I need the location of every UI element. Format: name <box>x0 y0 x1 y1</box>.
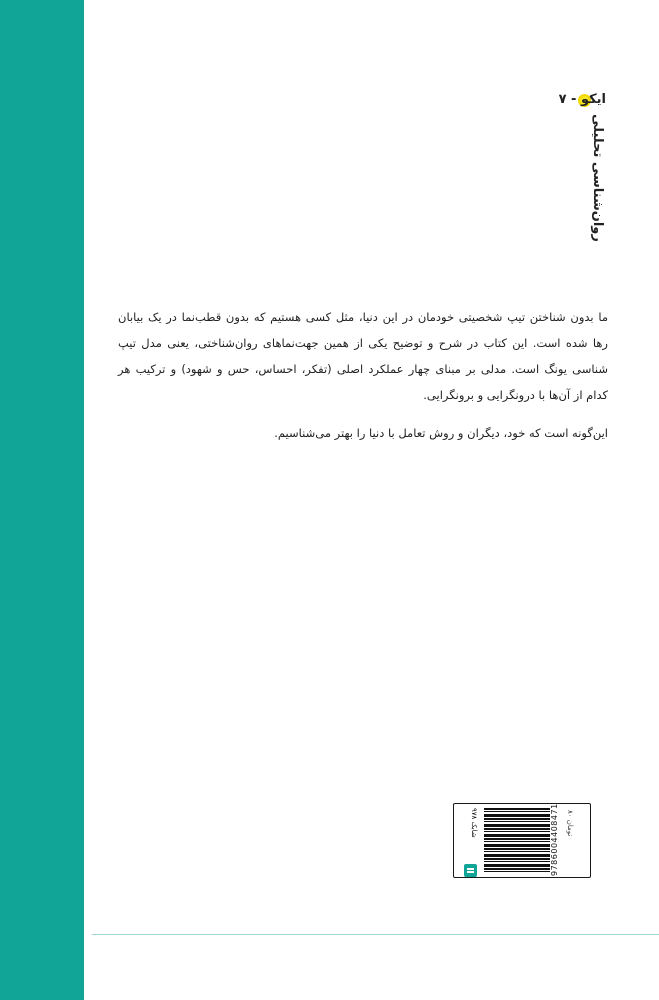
blurb-paragraph-2: این‌گونه است که خود، دیگران و روش تعامل با دنیا را بهتر می‌شناسیم. <box>274 426 608 440</box>
series-title: ایکو - ۷ <box>558 92 606 107</box>
cover-spine <box>0 0 84 1000</box>
blurb-paragraph-1: ما بدون شناختن تیپ شخصیتی خودمان در این دنیا، مثل کسی هستیم که بدون قطب‌نما در یک بیابان رها شده است. این کتاب در شرح و توضیح یکی از همین جهت‌نماهای روان‌شناختی، یعنی مدل تیپ شناسی یونگ است. مدلی بر مبنای چهار عملکرد اصلی (تفکر، احساس، حس و شهود) و ترکیب هر کدام از آن‌ها با درونگرایی و برونگرایی. <box>118 310 608 402</box>
barcode-bars <box>484 808 550 874</box>
bottom-divider <box>92 934 659 935</box>
isbn-digits: 9786004408471 <box>550 803 559 876</box>
price-label: ۸۰ تومان <box>566 810 574 837</box>
isbn-label: شابک ۹۷۸ <box>470 808 478 838</box>
series-block <box>558 92 606 254</box>
series-subtitle: روان‌شناسی تحلیلی <box>590 114 605 242</box>
back-cover-blurb <box>118 304 608 446</box>
publisher-logo-icon <box>464 864 477 877</box>
